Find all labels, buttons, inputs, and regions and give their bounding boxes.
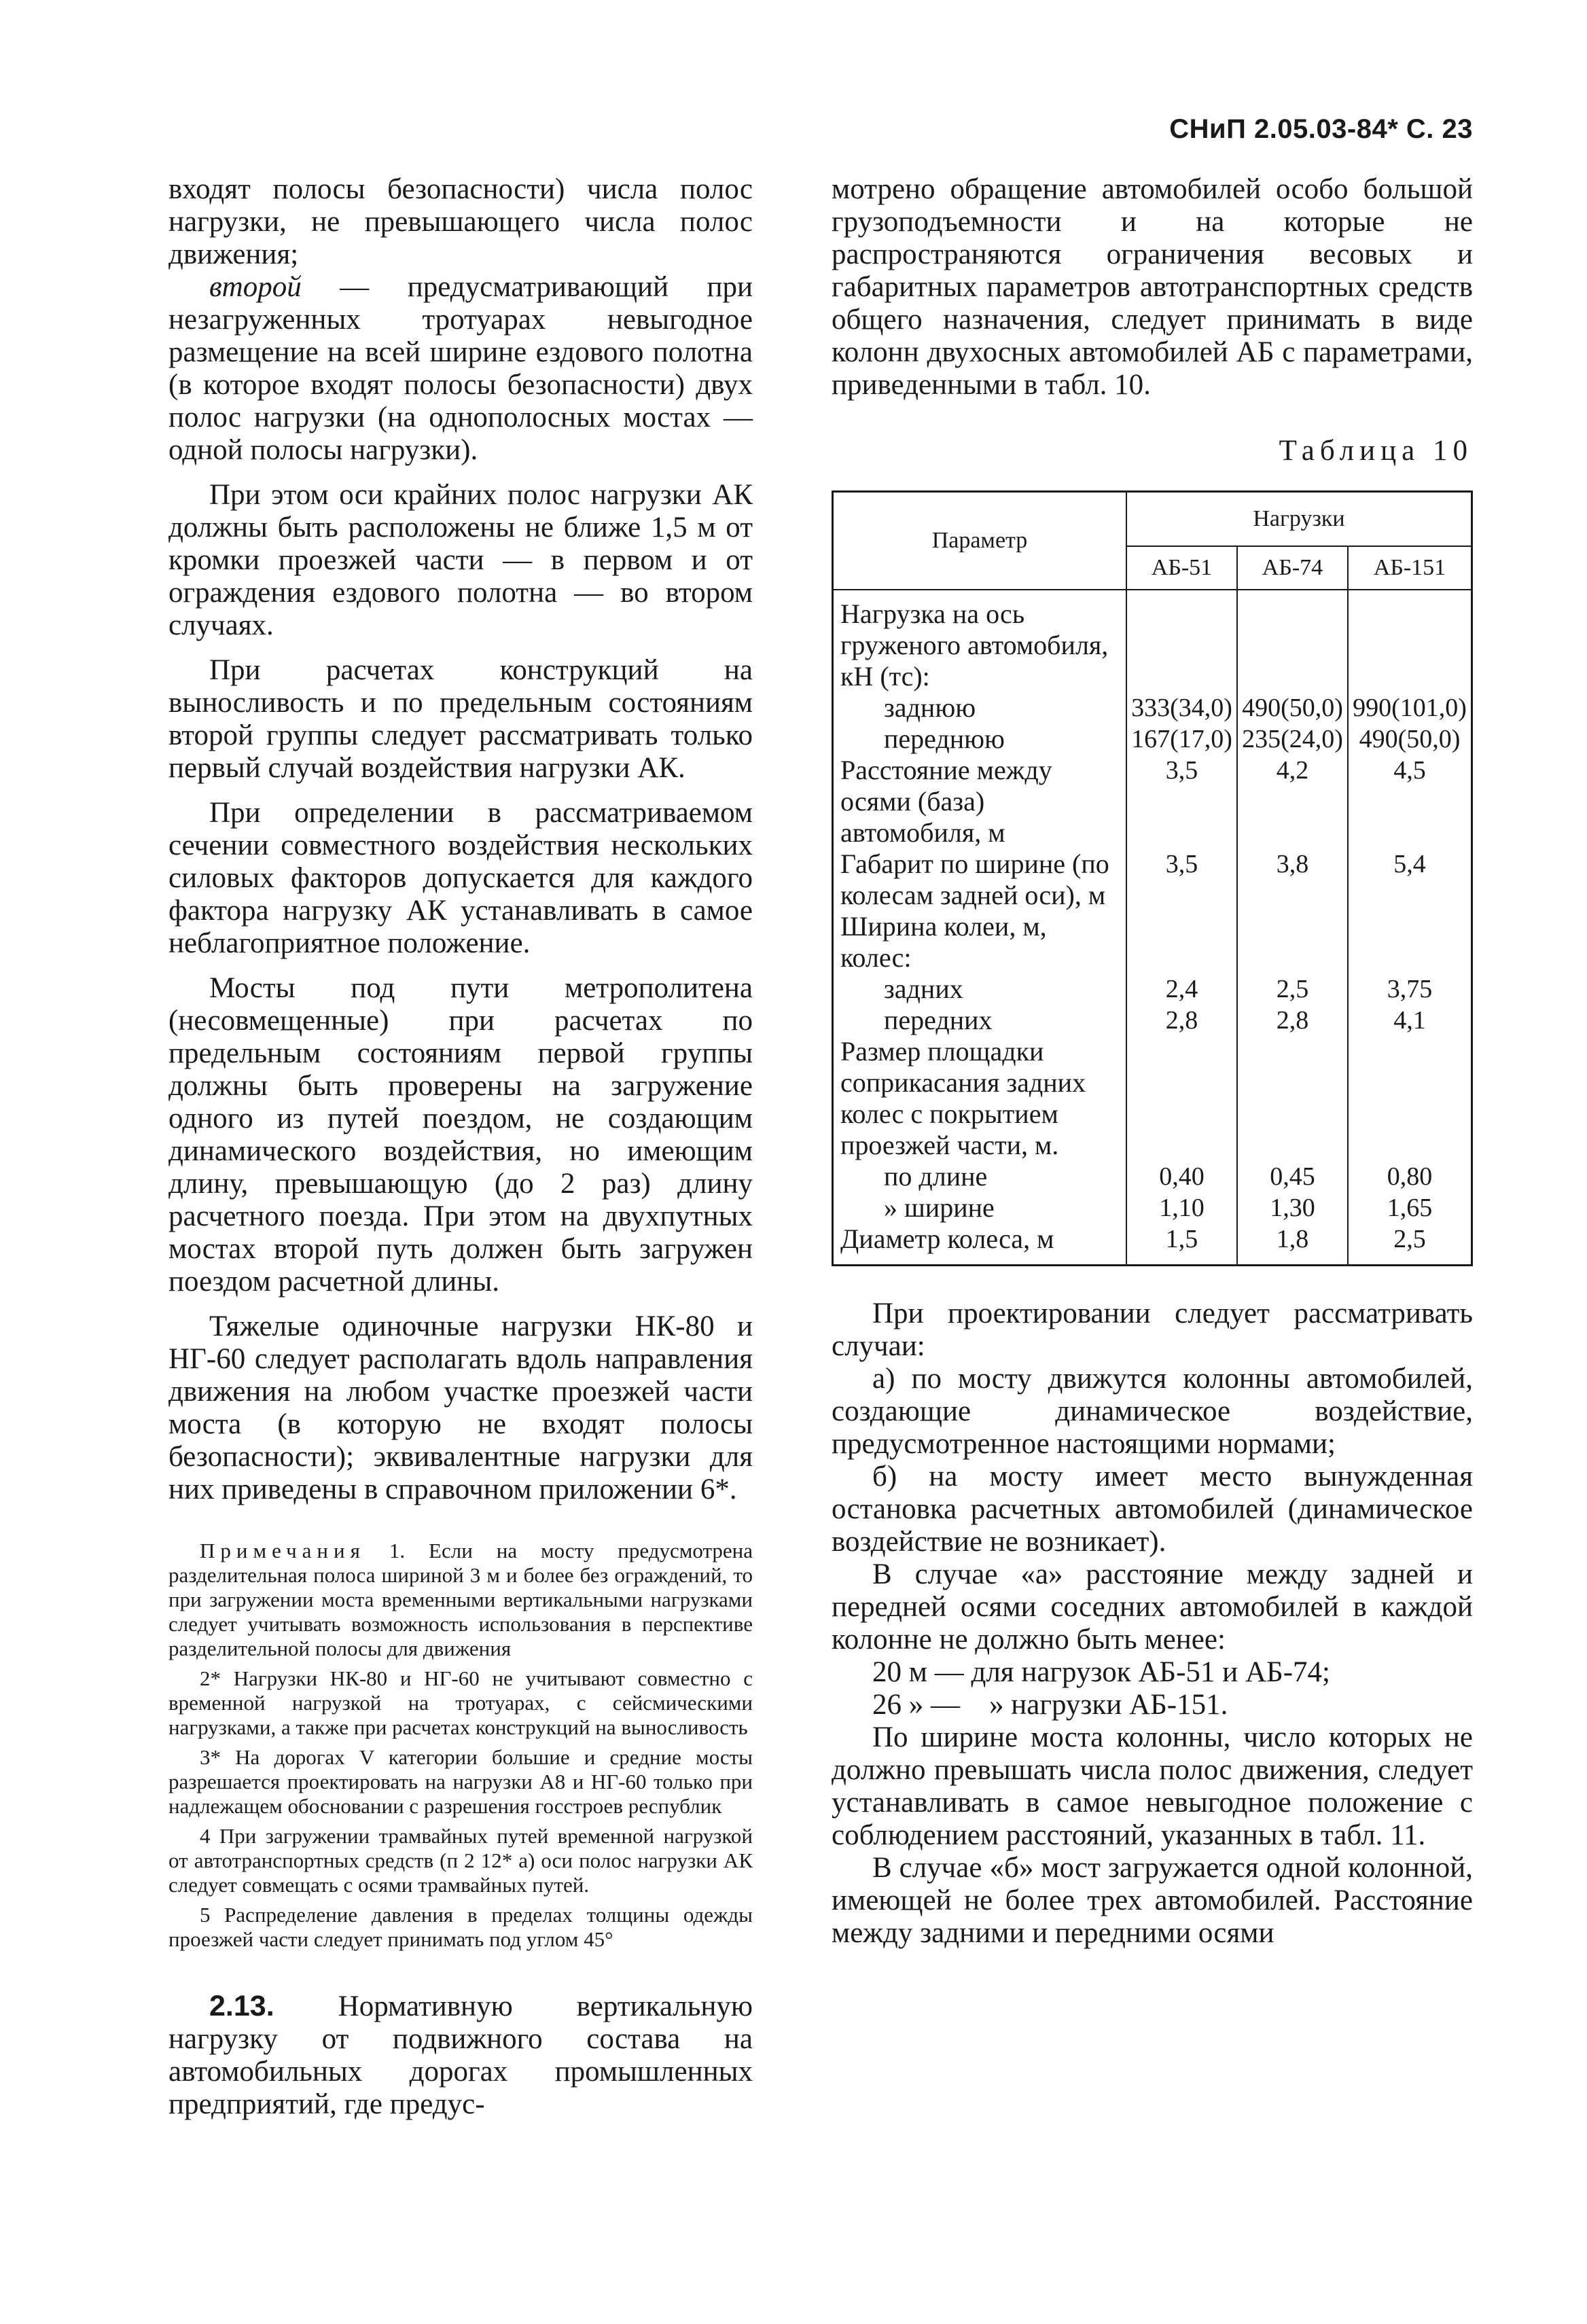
header-ab74: АБ-74 [1237, 546, 1348, 590]
row-value [1126, 1036, 1237, 1161]
row-parameter: по длине [833, 1161, 1127, 1192]
row-parameter: » ширине [833, 1192, 1127, 1223]
row-parameter: задних [833, 973, 1127, 1005]
right-column [832, 173, 1473, 1950]
distance-line-2: 26 » — » нагрузки АБ-151. [872, 1689, 1228, 1721]
row-value: 1,10 [1126, 1192, 1237, 1223]
row-parameter: Габарит по ширине (по колесам задней оси), м [833, 848, 1127, 911]
table-row [833, 755, 1472, 848]
table-10 [832, 490, 1473, 1266]
table-row [833, 911, 1472, 973]
row-value: 1,5 [1126, 1223, 1237, 1266]
row-value: 1,30 [1237, 1192, 1348, 1223]
paragraph: В случае «а» расстояние между задней и передней осями соседних автомобилей в каждой колонне не должно быть менее: [832, 1558, 1473, 1656]
row-value [1348, 590, 1472, 692]
row-value: 4,2 [1237, 755, 1348, 848]
paragraph: Тяжелые одиночные нагрузки НК-80 и НГ-60 следует располагать вдоль направления движения на любом участке проезжей части моста (в которую не входят полосы безопасности); эквивалентные нагрузки для них приведены в справочном приложении 6*. [168, 1310, 753, 1505]
header-ab51: АБ-51 [1126, 546, 1237, 590]
table-row [833, 973, 1472, 1005]
row-value: 333(34,0) [1126, 692, 1237, 723]
table-row [833, 1161, 1472, 1192]
row-value: 490(50,0) [1348, 723, 1472, 755]
row-value [1348, 911, 1472, 973]
row-value: 2,8 [1237, 1005, 1348, 1036]
paragraph: При расчетах конструкций на выносливость и по предельным состояниям второй группы следует рассматривать только первый случай воздействия нагрузки АК. [168, 654, 753, 784]
row-value: 4,1 [1348, 1005, 1472, 1036]
row-value: 0,45 [1237, 1161, 1348, 1192]
row-value [1126, 590, 1237, 692]
row-value: 235(24,0) [1237, 723, 1348, 755]
row-value: 1,65 [1348, 1192, 1472, 1223]
row-value: 2,4 [1126, 973, 1237, 1005]
table-row [833, 1036, 1472, 1161]
row-parameter: Диаметр колеса, м [833, 1223, 1127, 1266]
row-parameter: Расстояние между осями (база) автомобиля, м [833, 755, 1127, 848]
row-parameter: заднюю [833, 692, 1127, 723]
table-row [833, 590, 1472, 692]
page-header: СНиП 2.05.03-84* С. 23 [1169, 114, 1473, 144]
row-value: 3,8 [1237, 848, 1348, 911]
left-column [168, 173, 753, 2121]
row-value [1237, 911, 1348, 973]
paragraph: При проектировании следует рассматривать случаи: [832, 1298, 1473, 1362]
row-value: 990(101,0) [1348, 692, 1472, 723]
paragraph: В случае «б» мост загружается одной колонной, имеющей не более трех автомобилей. Расстояние между задними и передними осями [832, 1852, 1473, 1949]
header-parameter: Параметр [833, 492, 1127, 590]
list-item-a: а) по мосту движутся колонны автомобилей, создающие динамическое воздействие, предусмотренное настоящими нормами; [832, 1363, 1473, 1460]
table-caption: Таблица 10 [1279, 435, 1473, 467]
table-row [833, 1005, 1472, 1036]
list-item-b: б) на мосту имеет место вынужденная остановка расчетных автомобилей (динамическое воздействие не возникает). [832, 1461, 1473, 1558]
paragraph: входят полосы безопасности) числа полос нагрузки, не превышающего числа полос движения; [168, 173, 753, 270]
paragraph: По ширине моста колонны, число которых не должно превышать числа полос движения, следует устанавливать в самое невыгодное положение с соблюдением расстояний, указанных в табл. 11. [832, 1721, 1473, 1851]
note-5: 5 Распределение давления в пределах толщины одежды проезжей части следует принимать под углом 45° [168, 1903, 753, 1951]
table-row [833, 1192, 1472, 1223]
note-1: Примечания 1. Если на мосту предусмотрена разделительная полоса шириной 3 м и более без ограждений, то при загружении моста временными вертикальными нагрузками следует учитывать возможность использования в перспективе разделительной полосы для движения [168, 1539, 753, 1660]
row-parameter: Нагрузка на ось груженого автомобиля, кН (тс): [833, 590, 1127, 692]
row-value: 0,80 [1348, 1161, 1472, 1192]
row-value: 5,4 [1348, 848, 1472, 911]
row-value: 3,5 [1126, 848, 1237, 911]
header-ab151: АБ-151 [1348, 546, 1472, 590]
row-value: 167(17,0) [1126, 723, 1237, 755]
note-2: 2* Нагрузки НК-80 и НГ-60 не учитывают совместно с временной нагрузкой на тротуарах, с сейсмическими нагрузками, а также при расчетах конструкций на выносливость [168, 1666, 753, 1739]
section-2-13: 2.13. Нормативную вертикальную нагрузку от подвижного состава на автомобильных дорогах промышленных предприятий, где предус- [168, 1990, 753, 2120]
row-parameter: передних [833, 1005, 1127, 1036]
row-value: 490(50,0) [1237, 692, 1348, 723]
notes-block [168, 1539, 753, 1952]
section-number: 2.13. [209, 1990, 274, 2022]
row-value [1348, 1036, 1472, 1161]
distance-line-1: 20 м — для нагрузок АБ-51 и АБ-74; [872, 1656, 1330, 1688]
row-value: 4,5 [1348, 755, 1472, 848]
table-row [833, 723, 1472, 755]
row-parameter: Размер площадки соприкасания задних колес с покрытием проезжей части, м. [833, 1036, 1127, 1161]
row-value: 3,5 [1126, 755, 1237, 848]
paragraph: Мосты под пути метрополитена (несовмещенные) при расчетах по предельным состояниям первой группы должны быть проверены на загружение одного из путей поездом, не создающим динамического воздействия, но имеющим длину, превышающую (до 2 раз) длину расчетного поезда. При этом на двухпутных мостах второй путь должен быть загружен поездом расчетной длины. [168, 972, 753, 1298]
row-value: 0,40 [1126, 1161, 1237, 1192]
header-loads: Нагрузки [1126, 492, 1472, 547]
table-row [833, 848, 1472, 911]
row-value: 3,75 [1348, 973, 1472, 1005]
row-value [1126, 911, 1237, 973]
table-row [833, 692, 1472, 723]
note-4: 4 При загружении трамвайных путей временной нагрузкой от автотранспортных средств (п 2 12* а) оси полос нагрузки АК следует совмещать с осями трамвайных путей. [168, 1824, 753, 1897]
paragraph: второй — предусматривающий при незагруженных тротуарах невыгодное размещение на всей ширине ездового полотна (в которое входят полосы безопасности) двух полос нагрузки (на однополосных мостах — одной полосы нагрузки). [168, 271, 753, 466]
paragraph: мотрено обращение автомобилей особо большой грузоподъемности и на которые не распространяются ограничения весовых и габаритных параметров автотранспортных средств общего назначения, следует принимать в виде колонн двухосных автомобилей АБ с параметрами, приведенными в табл. 10. [832, 173, 1473, 401]
row-value: 1,8 [1237, 1223, 1348, 1266]
row-value: 2,8 [1126, 1005, 1237, 1036]
row-value [1237, 1036, 1348, 1161]
row-parameter: Ширина колеи, м, колес: [833, 911, 1127, 973]
row-parameter: переднюю [833, 723, 1127, 755]
row-value [1237, 590, 1348, 692]
note-3: 3* На дорогах V категории большие и средние мосты разрешается проектировать на нагрузки А8 и НГ-60 только при надлежащем обосновании с разрешения госстроев республик [168, 1745, 753, 1818]
paragraph: При этом оси крайних полос нагрузки АК должны быть расположены не ближе 1,5 м от кромки проезжей части — в первом и от ограждения ездового полотна — во втором случаях. [168, 479, 753, 641]
row-value: 2,5 [1348, 1223, 1472, 1266]
term-second: второй [209, 271, 302, 303]
table-row [833, 1223, 1472, 1266]
paragraph: При определении в рассматриваемом сечении совместного воздействия нескольких силовых факторов допускается для каждого фактора нагрузку АК устанавливать в самое неблагоприятное положение. [168, 797, 753, 959]
row-value: 2,5 [1237, 973, 1348, 1005]
